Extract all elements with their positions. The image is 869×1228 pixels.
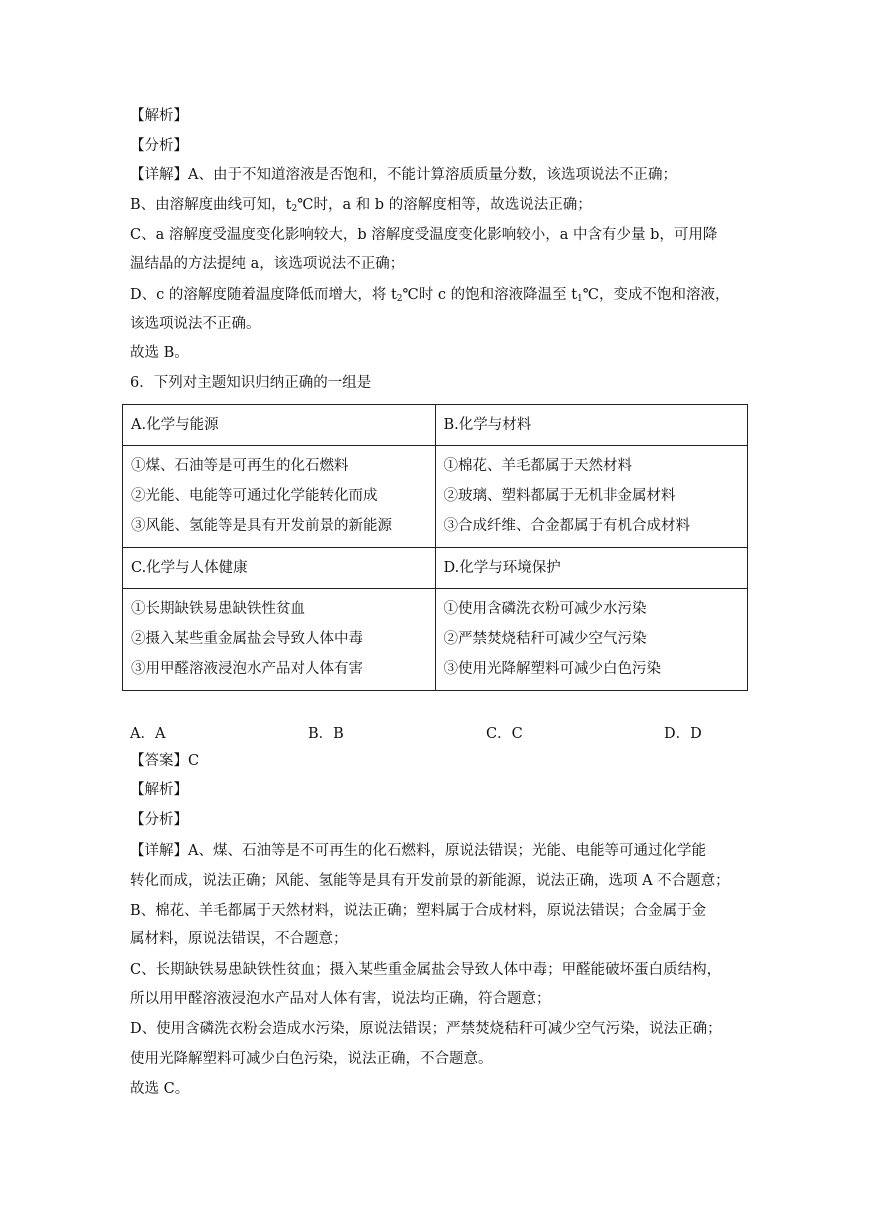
cell-head-d: D.化学与环境保护 xyxy=(435,548,748,589)
analysis-heading: 【解析】 xyxy=(130,108,188,124)
option-c: C．C xyxy=(486,726,523,742)
table-item: ②严禁焚烧秸秆可减少空气污染 xyxy=(443,631,647,647)
detail-line-c2: 温结晶的方法提纯 a，该选项说法不正确； xyxy=(130,256,405,272)
detail-line-b: B、由溶解度曲线可知，$t_2℃$时，a 和 b 的溶解度相等，故选说法正确； xyxy=(130,197,592,214)
detail-line: B、棉花、羊毛都属于天然材料，说法正确；塑料属于合成材料，原说法错误；合金属于金 xyxy=(130,903,707,919)
option-d: D．D xyxy=(664,726,702,742)
detail-line: 使用光降解塑料可减少白色污染，说法正确，不合题意。 xyxy=(130,1051,493,1067)
detail-line: 【详解】A、由于不知道溶液是否饱和，不能计算溶质质量分数，该选项说法不正确； xyxy=(130,167,677,183)
detail-line: 属材料，原说法错误，不合题意； xyxy=(130,931,348,947)
cell-body-a xyxy=(123,446,436,548)
answer-line: 【答案】C xyxy=(130,753,200,769)
detail-line: C、长期缺铁易患缺铁性贫血；摄入某些重金属盐会导致人体中毒；甲醛能破坏蛋白质结构， xyxy=(130,962,722,978)
analysis-heading: 【解析】 xyxy=(130,782,188,798)
cell-head-c: C.化学与人体健康 xyxy=(123,548,436,589)
choice-line: 故选 B。 xyxy=(130,345,189,361)
table-item: ③合成纤维、合金都属于有机合成材料 xyxy=(443,518,690,534)
table-item: ②光能、电能等可通过化学能转化而成 xyxy=(131,488,378,504)
detail-line: 所以用甲醛溶液浸泡水产品对人体有害，说法均正确，符合题意； xyxy=(130,991,551,1007)
detail-line-d: D、c 的溶解度随着温度降低而增大，将 $t_2℃$时 c 的饱和溶液降温至 $t_1℃$，变成不饱和溶液， xyxy=(130,287,730,304)
table-item: ①煤、石油等是可再生的化石燃料 xyxy=(131,458,349,474)
detail-line-d2: 该选项说法不正确。 xyxy=(130,316,261,332)
cell-body-d xyxy=(435,589,748,691)
table-item: ①长期缺铁易患缺铁性贫血 xyxy=(131,601,305,617)
table-item: ③用甲醛溶液浸泡水产品对人体有害 xyxy=(131,661,363,677)
question-stem: 6．下列对主题知识归纳正确的一组是 xyxy=(130,375,372,391)
table-item: ②玻璃、塑料都属于无机非金属材料 xyxy=(443,488,676,504)
cell-body-b xyxy=(435,446,748,548)
option-a: A．A xyxy=(130,726,166,742)
topic-table xyxy=(122,404,748,691)
table-item: ③风能、氢能等是具有开发前景的新能源 xyxy=(131,518,392,534)
option-b: B．B xyxy=(308,726,344,742)
table-item: ①使用含磷洗衣粉可减少水污染 xyxy=(443,601,647,617)
table-item: ②摄入某些重金属盐会导致人体中毒 xyxy=(131,631,363,647)
detail-line: 【详解】A、煤、石油等是不可再生的化石燃料，原说法错误；光能、电能等可通过化学能 xyxy=(130,843,706,859)
cell-body-c xyxy=(123,589,436,691)
detail-line-c1: C、a 溶解度受温度变化影响较大，b 溶解度受温度变化影响较小，a 中含有少量 b，可用降 xyxy=(130,227,718,243)
breakdown-heading: 【分析】 xyxy=(130,138,188,154)
detail-line: 转化而成，说法正确；风能、氢能等是具有开发前景的新能源，说法正确，选项 A 不合题意； xyxy=(130,873,730,889)
table-item: ①棉花、羊毛都属于天然材料 xyxy=(443,458,632,474)
table-item: ③使用光降解塑料可减少白色污染 xyxy=(443,661,661,677)
detail-line: D、使用含磷洗衣粉会造成水污染，原说法错误；严禁焚烧秸秆可减少空气污染，说法正确； xyxy=(130,1021,722,1037)
cell-head-b: B.化学与材料 xyxy=(435,405,748,446)
breakdown-heading: 【分析】 xyxy=(130,812,188,828)
cell-head-a: A.化学与能源 xyxy=(123,405,436,446)
choice-line: 故选 C。 xyxy=(130,1081,190,1097)
